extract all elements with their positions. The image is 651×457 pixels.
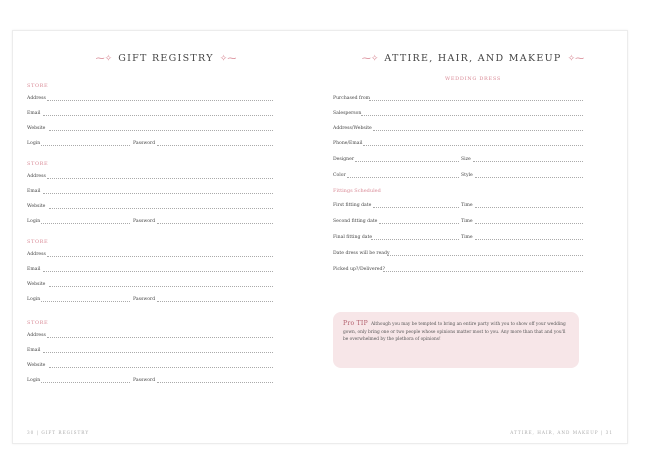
- page-footer: 30 | GIFT REGISTRY: [27, 430, 90, 435]
- fittings-subheading: Fittings Scheduled: [333, 188, 381, 194]
- phone-email-field[interactable]: Phone/Email: [333, 139, 583, 147]
- store-email-field[interactable]: Email: [27, 346, 273, 354]
- page-heading: [13, 53, 319, 64]
- store-login-password-field[interactable]: Login Password: [27, 295, 273, 303]
- store-label: STORE: [27, 320, 49, 326]
- pro-tip-title: Pro TIP: [343, 320, 368, 327]
- store-website-field[interactable]: Website: [27, 202, 273, 210]
- wedding-dress-subheading: WEDDING DRESS: [444, 76, 502, 82]
- store-label: STORE: [27, 239, 49, 245]
- page-heading: [319, 53, 627, 64]
- flourish-left-icon: ⁓✧: [361, 54, 379, 64]
- gift-registry-page: [13, 31, 319, 443]
- planner-spread: [12, 30, 628, 444]
- gift-registry-title: GIFT REGISTRY: [118, 53, 214, 64]
- store-website-field[interactable]: Website: [27, 361, 273, 369]
- store-website-field[interactable]: Website: [27, 124, 273, 132]
- final-fitting-field[interactable]: Final fitting date Time: [333, 233, 583, 241]
- store-label: STORE: [27, 83, 49, 89]
- salesperson-field[interactable]: Salesperson: [333, 109, 583, 117]
- store-login-password-field[interactable]: Login Password: [27, 217, 273, 225]
- store-email-field[interactable]: Email: [27, 187, 273, 195]
- store-address-field[interactable]: Address: [27, 172, 273, 180]
- store-address-field[interactable]: Address: [27, 331, 273, 339]
- color-style-field[interactable]: Color Style: [333, 171, 583, 179]
- designer-size-field[interactable]: Designer Size: [333, 155, 583, 163]
- flourish-right-icon: ✧⁓: [567, 54, 585, 64]
- attire-title: ATTIRE, HAIR, AND MAKEUP: [384, 53, 562, 64]
- dress-ready-date-field[interactable]: Date dress will be ready: [333, 249, 583, 257]
- first-fitting-field[interactable]: First fitting date Time: [333, 201, 583, 209]
- address-website-field[interactable]: Address/Website: [333, 124, 583, 132]
- store-email-field[interactable]: Email: [27, 265, 273, 273]
- store-address-field[interactable]: Address: [27, 94, 273, 102]
- pro-tip-text: Although you may be tempted to bring an entire party with you to show off your wedding gown, only bring one or two people whose opinions matter most to you. Any more than that and you'll be overwhelmed by the plethora of opinions!: [343, 322, 566, 342]
- flourish-left-icon: ⁓✧: [95, 54, 113, 64]
- pro-tip-box: [333, 312, 579, 368]
- store-label: STORE: [27, 161, 49, 167]
- purchased-from-field[interactable]: Purchased from: [333, 94, 583, 102]
- store-login-password-field[interactable]: Login Password: [27, 376, 273, 384]
- flourish-right-icon: ✧⁓: [219, 54, 237, 64]
- page-footer: ATTIRE, HAIR, AND MAKEUP | 31: [510, 430, 613, 435]
- pickup-delivered-field[interactable]: Picked up?/Delivered?: [333, 265, 583, 273]
- attire-page: [319, 31, 627, 443]
- store-address-field[interactable]: Address: [27, 250, 273, 258]
- second-fitting-field[interactable]: Second fitting date Time: [333, 217, 583, 225]
- store-email-field[interactable]: Email: [27, 109, 273, 117]
- store-login-password-field[interactable]: Login Password: [27, 139, 273, 147]
- store-website-field[interactable]: Website: [27, 280, 273, 288]
